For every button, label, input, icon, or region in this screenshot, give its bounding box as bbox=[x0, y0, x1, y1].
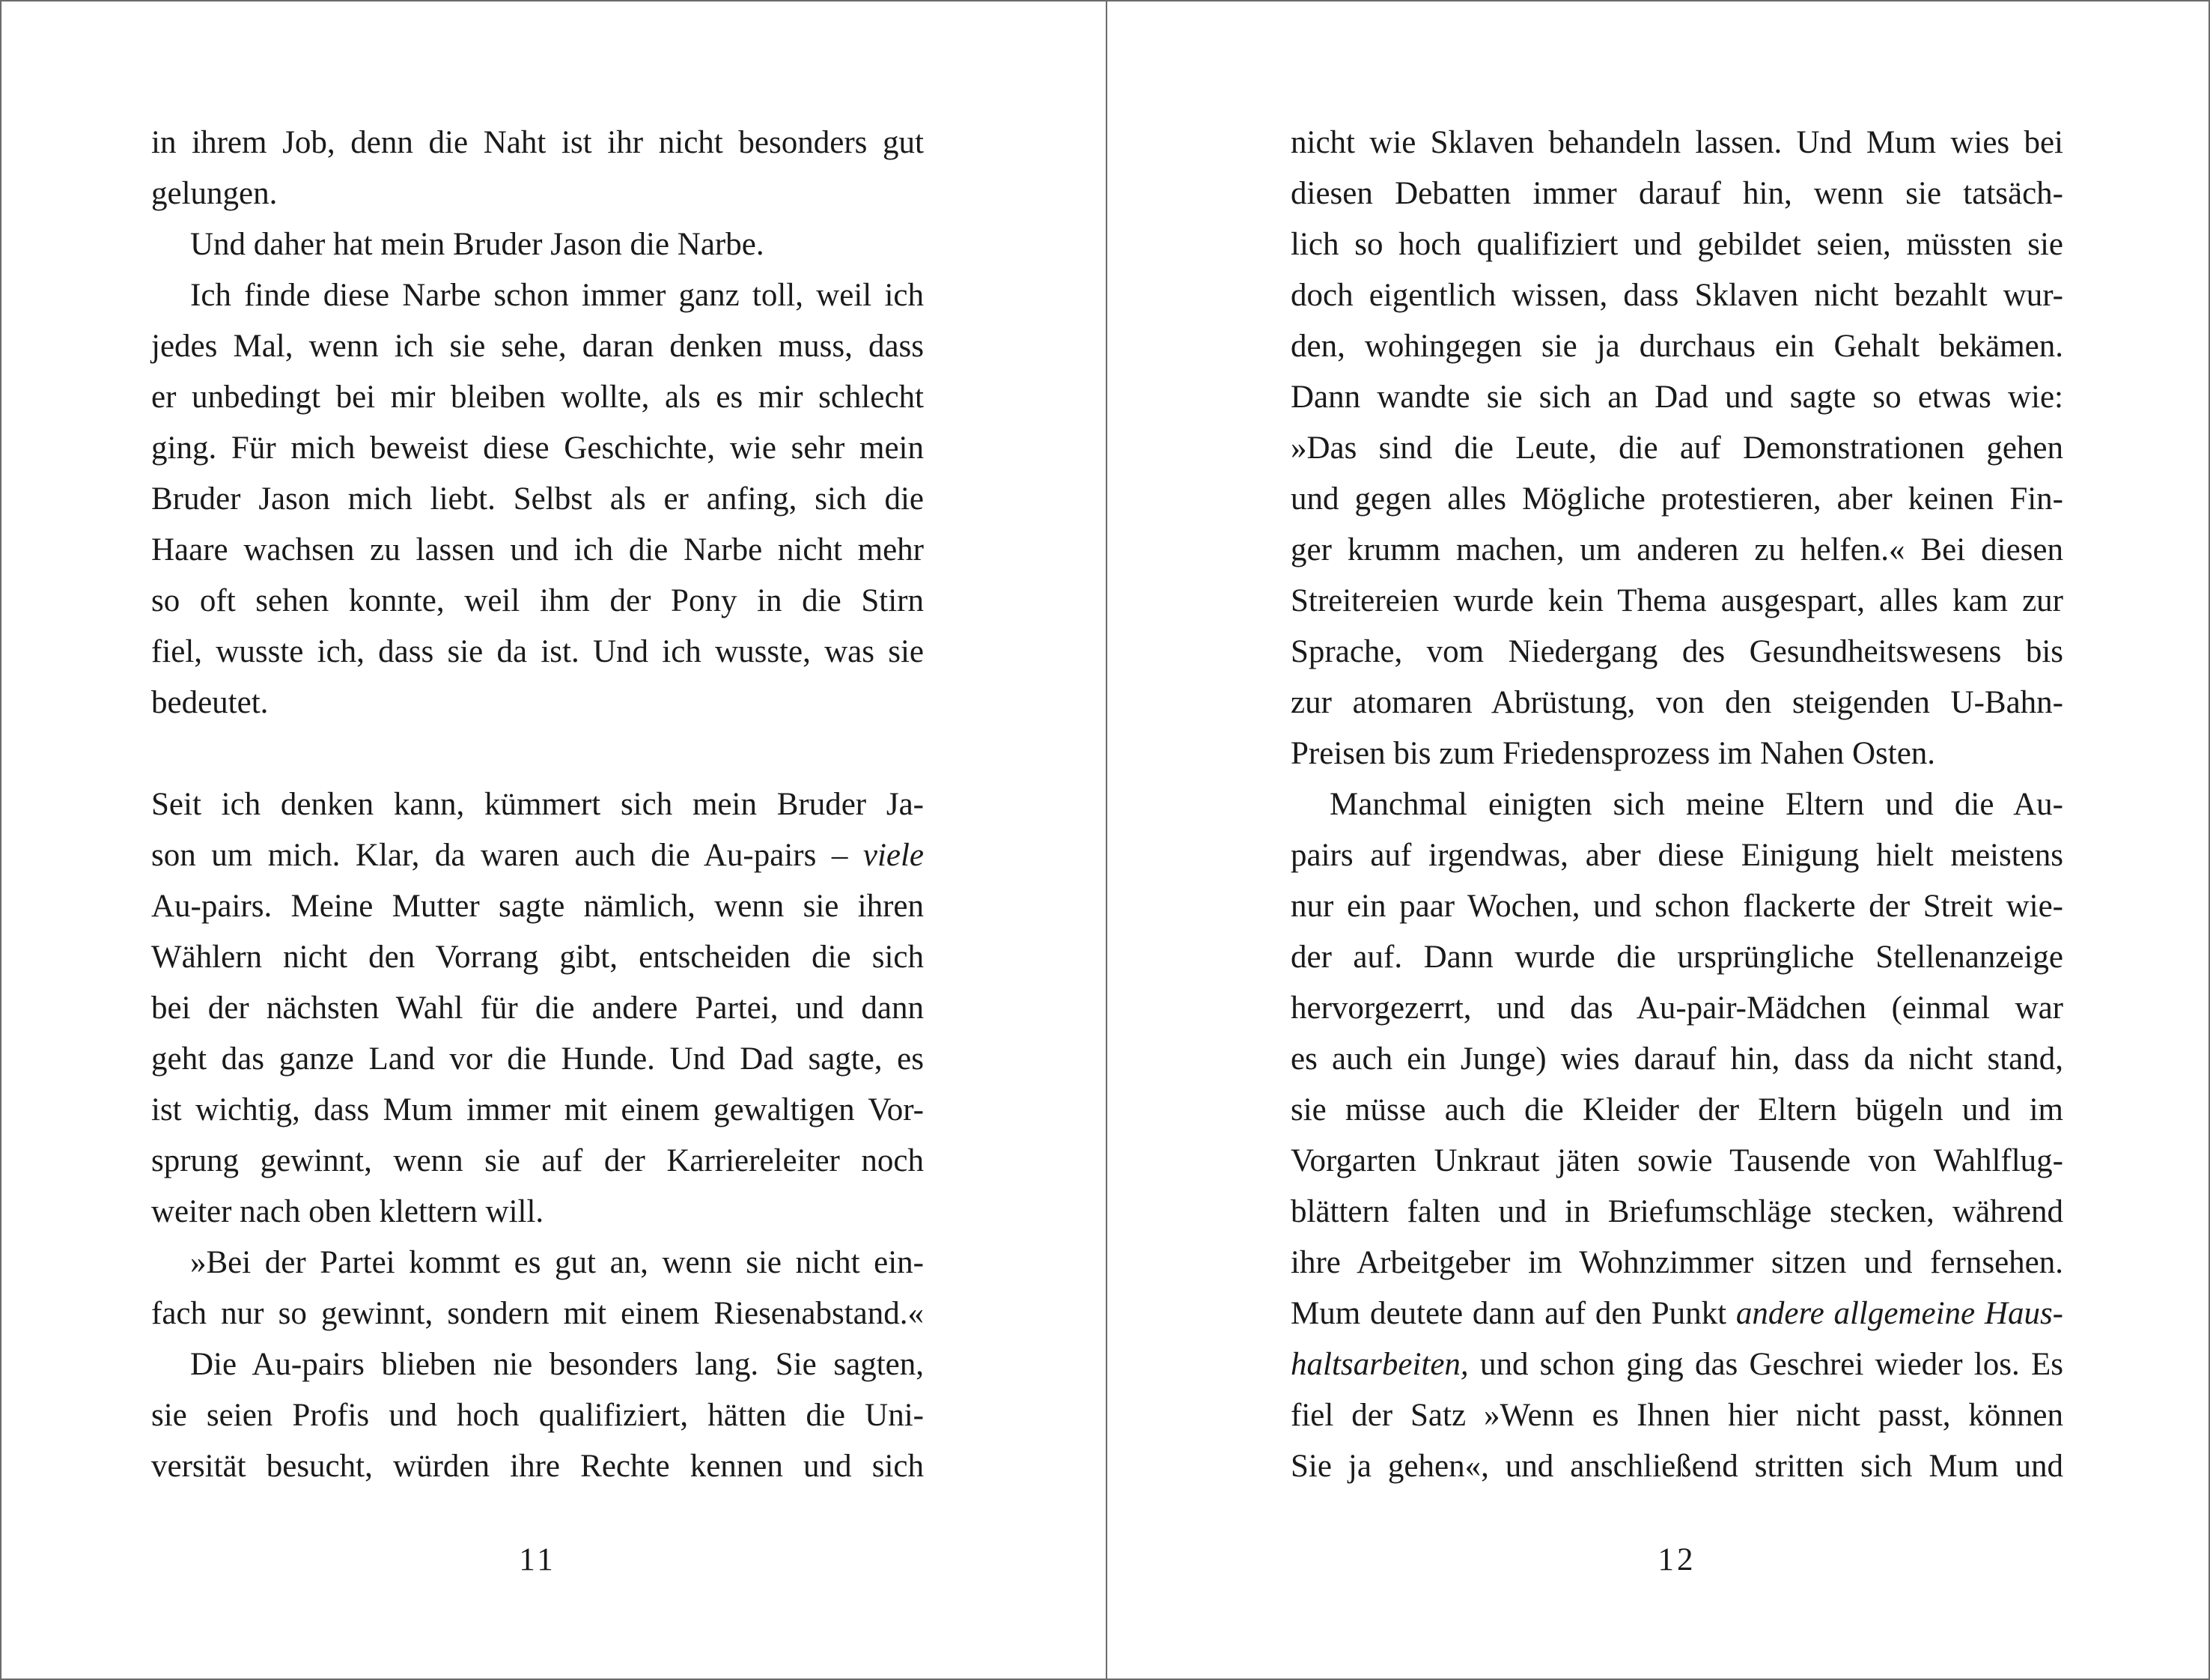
left-page-body bbox=[151, 118, 924, 1492]
text-line: geht das ganze Land vor die Hunde. Und Dad sagte, es bbox=[151, 1041, 924, 1077]
text-line: gelungen. bbox=[151, 176, 278, 211]
text-line: ist wichtig, dass Mum immer mit einem gewaltigen Vor- bbox=[151, 1092, 924, 1127]
text-line: fiel der Satz »Wenn es Ihnen hier nicht passt, können bbox=[1291, 1398, 2063, 1433]
text-line: fiel, wusste ich, dass sie da ist. Und ich wusste, was sie bbox=[151, 634, 924, 669]
text-line: bei der nächsten Wahl für die andere Partei, und dann bbox=[151, 990, 924, 1026]
text-line: Dann wandte sie sich an Dad und sagte so etwas wie: bbox=[1291, 380, 2063, 415]
text-line: versität besucht, würden ihre Rechte kennen und sich bbox=[151, 1449, 924, 1484]
text-line: Au-pairs. Meine Mutter sagte nämlich, wenn sie ihren bbox=[151, 889, 924, 924]
text-segment: Mum deutete dann auf den Punkt bbox=[1291, 1296, 1727, 1331]
text-line: den, wohingegen sie ja durchaus ein Gehalt bekämen. bbox=[1291, 329, 2063, 364]
text-line: weiter nach oben klettern will. bbox=[151, 1194, 544, 1229]
text-line: hervorgezerrt, und das Au-pair-Mädchen (einmal war bbox=[1291, 990, 2063, 1026]
text-line: Und daher hat mein Bruder Jason die Narbe. bbox=[190, 227, 764, 262]
text-line bbox=[151, 830, 924, 881]
text-line: sie seien Profis und hoch qualifiziert, hätten die Uni- bbox=[151, 1398, 924, 1433]
right-page bbox=[1107, 1, 2210, 1679]
text-line: ger krumm machen, um anderen zu helfen.« Bei diesen bbox=[1291, 532, 2063, 567]
section-break bbox=[151, 728, 924, 779]
text-line bbox=[1291, 1288, 2063, 1339]
text-line: Die Au-pairs blieben nie besonders lang. Sie sagten, bbox=[190, 1347, 924, 1382]
text-line: doch eigentlich wissen, dass Sklaven nicht bezahlt wur- bbox=[1291, 278, 2063, 313]
text-line: Sprache, vom Niedergang des Gesundheitswesens bis bbox=[1291, 634, 2063, 669]
text-line: nicht wie Sklaven behandeln lassen. Und Mum wies bei bbox=[1291, 125, 2063, 160]
text-line: zur atomaren Abrüstung, von den steigenden U-Bahn- bbox=[1291, 685, 2063, 720]
page-number: 11 bbox=[519, 1542, 556, 1577]
text-line: in ihrem Job, denn die Naht ist ihr nicht besonders gut bbox=[151, 125, 924, 160]
italic-emphasis: haltsarbeiten, bbox=[1291, 1347, 1469, 1382]
text-line: diesen Debatten immer darauf hin, wenn sie tatsäch- bbox=[1291, 176, 2063, 211]
text-line: Manchmal einigten sich meine Eltern und die Au- bbox=[1330, 787, 2063, 822]
text-line: ihre Arbeitgeber im Wohnzimmer sitzen und fernsehen. bbox=[1291, 1245, 2063, 1280]
text-segment: und schon ging das Geschrei wieder los. Es bbox=[1479, 1347, 2063, 1382]
text-line: der auf. Dann wurde die ursprüngliche Stellenanzeige bbox=[1291, 940, 2063, 975]
text-line: nur ein paar Wochen, und schon flackerte der Streit wie- bbox=[1291, 889, 2063, 924]
text-line: so oft sehen konnte, weil ihm der Pony in die Stirn bbox=[151, 583, 924, 618]
text-line: Ich finde diese Narbe schon immer ganz toll, weil ich bbox=[190, 278, 924, 313]
text-line: es auch ein Junge) wies darauf hin, dass da nicht stand, bbox=[1291, 1041, 2063, 1077]
text-line bbox=[1291, 1339, 2063, 1390]
text-line: Vorgarten Unkraut jäten sowie Tausende von Wahlflug- bbox=[1291, 1143, 2063, 1178]
text-line: und gegen alles Mögliche protestieren, aber keinen Fin- bbox=[1291, 481, 2063, 517]
text-line: Haare wachsen zu lassen und ich die Narbe nicht mehr bbox=[151, 532, 924, 567]
right-page-body bbox=[1291, 118, 2063, 1492]
text-line: Wählern nicht den Vorrang gibt, entscheiden die sich bbox=[151, 940, 924, 975]
left-page bbox=[1, 1, 1105, 1679]
text-line: Streitereien wurde kein Thema ausgespart, alles kam zur bbox=[1291, 583, 2063, 618]
text-line: Sie ja gehen«, und anschließend stritten sich Mum und bbox=[1291, 1449, 2063, 1484]
text-segment: son um mich. Klar, da waren auch die Au-pairs – bbox=[151, 838, 848, 873]
text-line: fach nur so gewinnt, sondern mit einem Riesenabstand.« bbox=[151, 1296, 924, 1331]
italic-emphasis: andere allgemeine Haus- bbox=[1735, 1296, 2063, 1331]
text-line: er unbedingt bei mir bleiben wollte, als es mir schlecht bbox=[151, 380, 924, 415]
text-line: blättern falten und in Briefumschläge stecken, während bbox=[1291, 1194, 2063, 1229]
text-line: bedeutet. bbox=[151, 685, 269, 720]
text-line: sie müsse auch die Kleider der Eltern bügeln und im bbox=[1291, 1092, 2063, 1127]
text-line: ging. Für mich beweist diese Geschichte, wie sehr mein bbox=[151, 430, 924, 466]
text-line: sprung gewinnt, wenn sie auf der Karriereleiter noch bbox=[151, 1143, 924, 1178]
text-line: jedes Mal, wenn ich sie sehe, daran denken muss, dass bbox=[151, 329, 924, 364]
page-number: 12 bbox=[1658, 1542, 1696, 1577]
text-line: »Bei der Partei kommt es gut an, wenn sie nicht ein- bbox=[190, 1245, 924, 1280]
text-line: lich so hoch qualifiziert und gebildet seien, müssten sie bbox=[1291, 227, 2063, 262]
italic-emphasis: viele bbox=[862, 838, 925, 873]
text-line: Bruder Jason mich liebt. Selbst als er anfing, sich die bbox=[151, 481, 924, 517]
text-line: Seit ich denken kann, kümmert sich mein Bruder Ja- bbox=[151, 787, 924, 822]
text-line: pairs auf irgendwas, aber diese Einigung hielt meistens bbox=[1291, 838, 2063, 873]
text-line: Preisen bis zum Friedensprozess im Nahen Osten. bbox=[1291, 736, 1936, 771]
text-line: »Das sind die Leute, die auf Demonstrationen gehen bbox=[1291, 430, 2063, 466]
